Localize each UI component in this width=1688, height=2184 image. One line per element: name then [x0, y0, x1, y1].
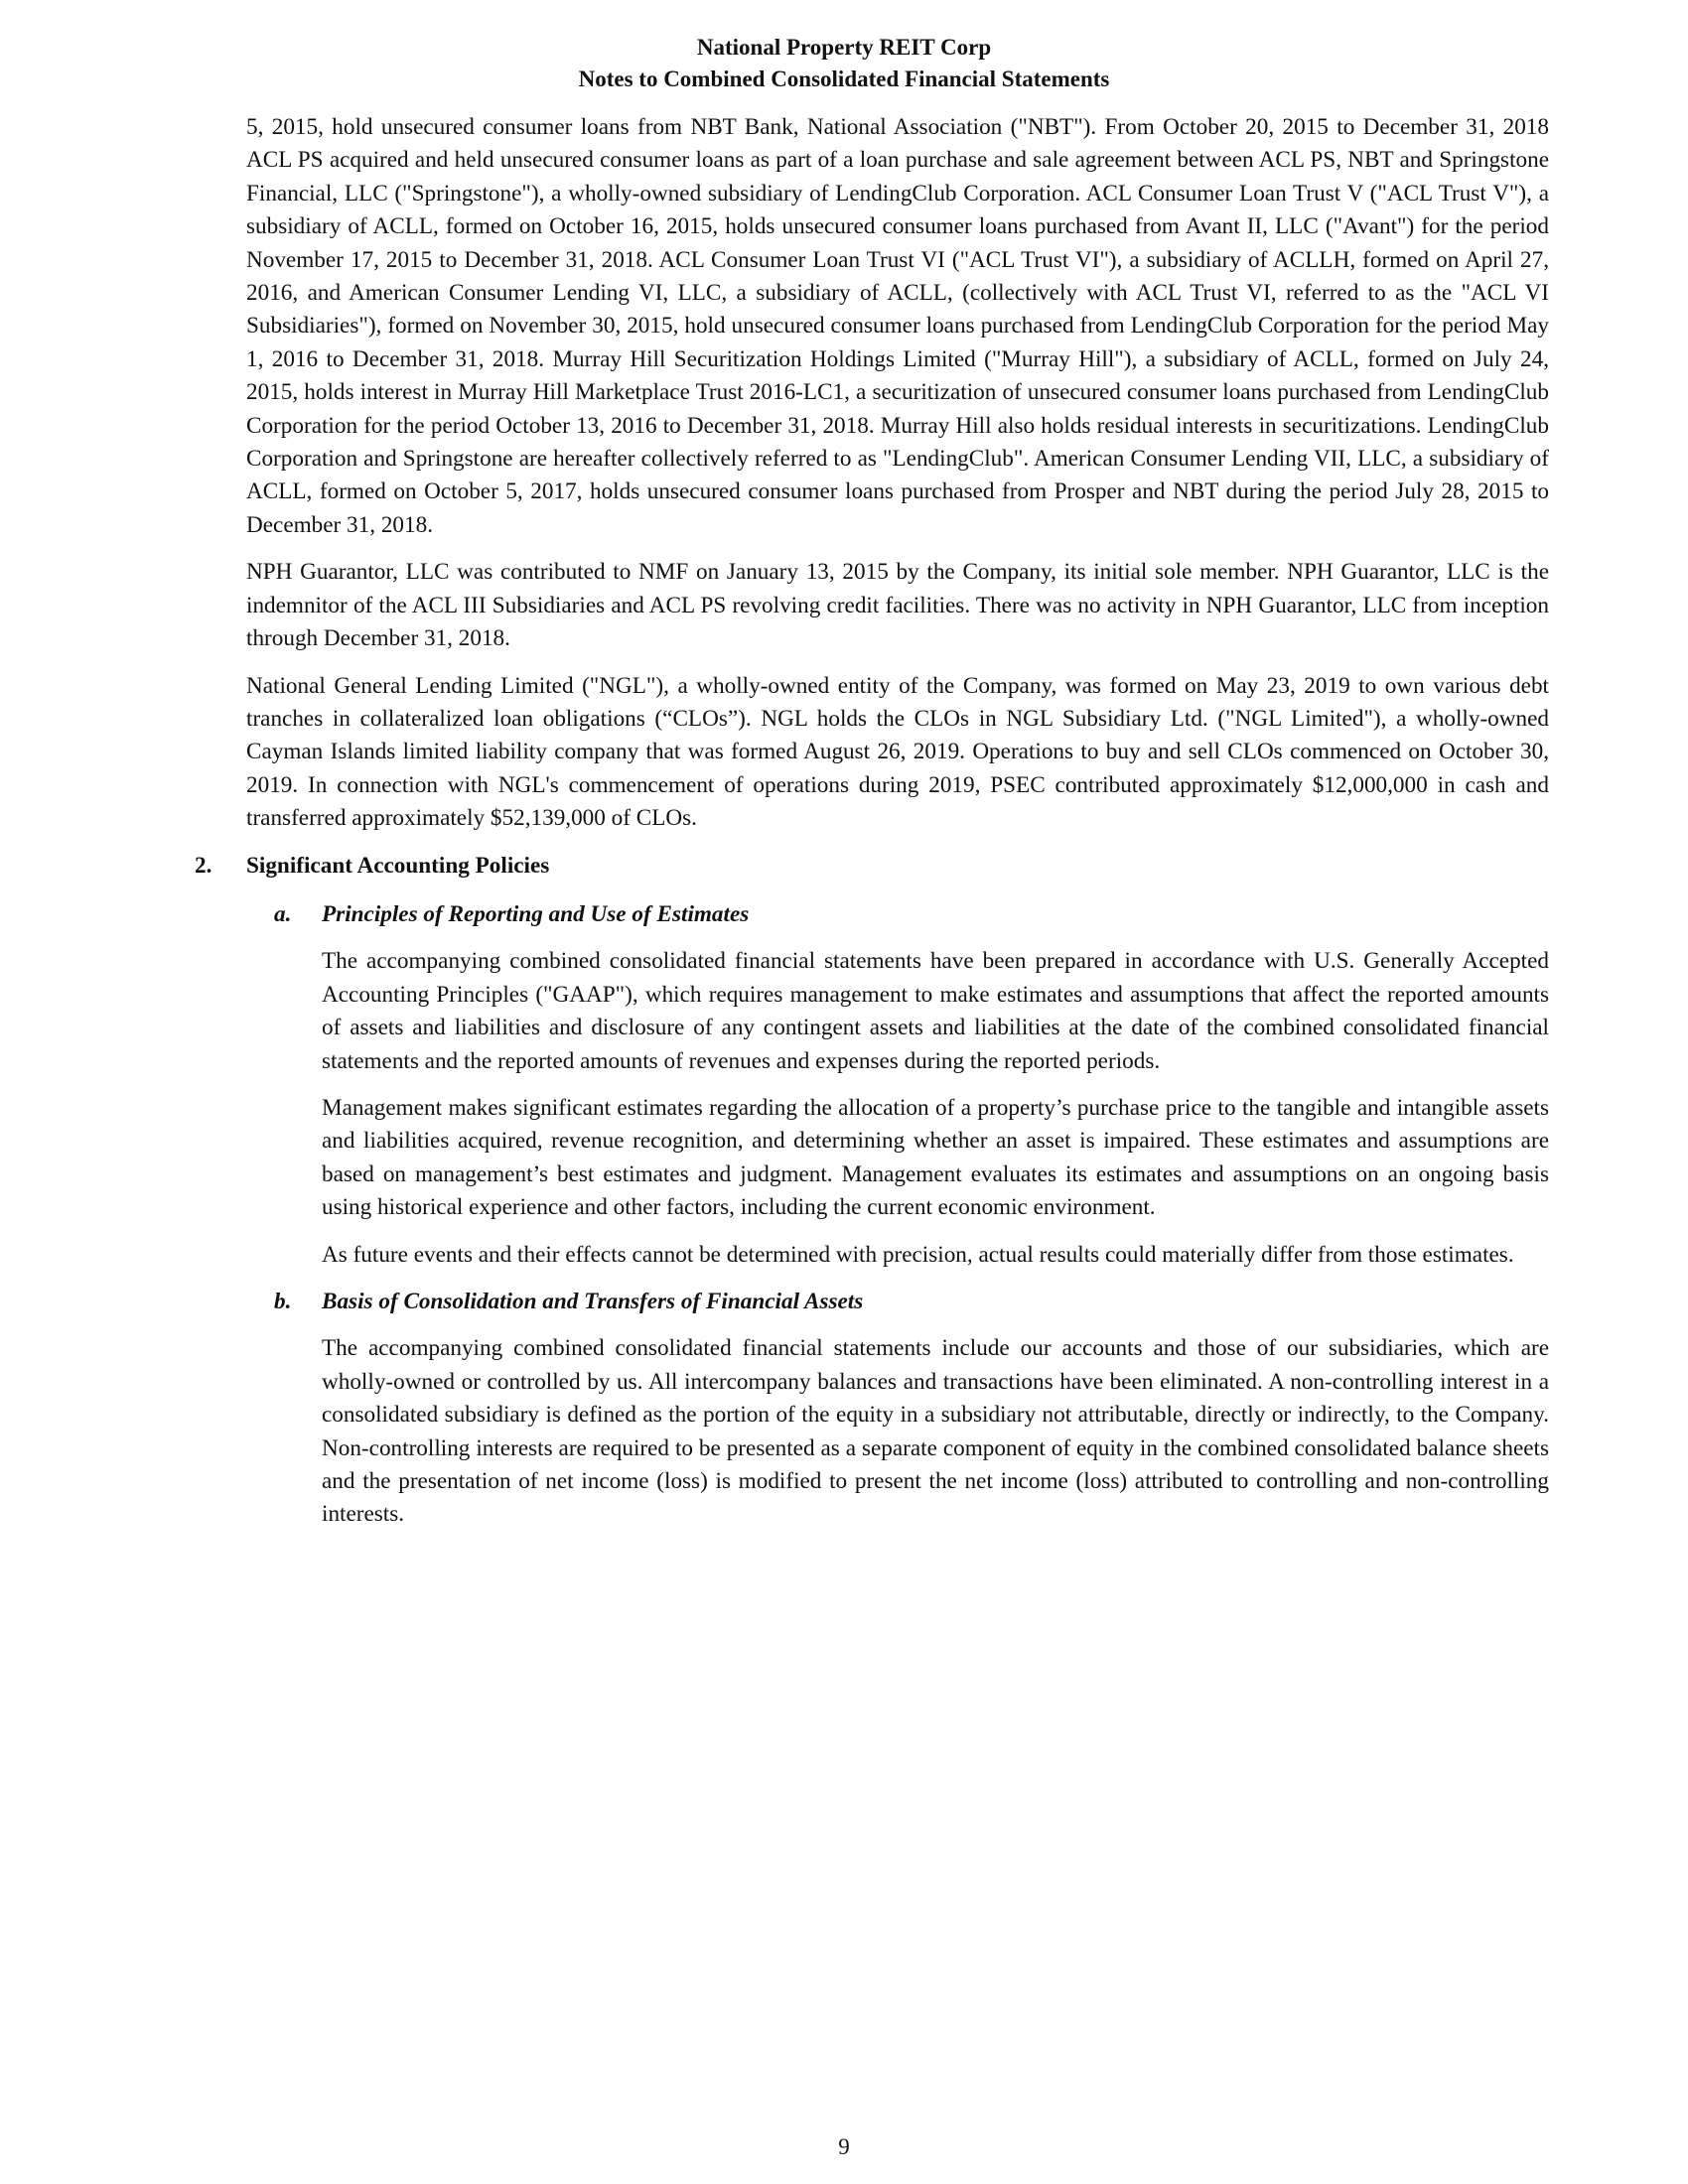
section-title: Significant Accounting Policies: [246, 852, 550, 879]
subsection-heading-consolidation: [274, 1286, 1549, 1318]
document-body: [195, 111, 1549, 1546]
subsection-letter: b.: [274, 1289, 292, 1314]
subsection-heading-principles: [274, 898, 1549, 931]
paragraph-nph-guarantor: NPH Guarantor, LLC was contributed to NMF on January 13, 2015 by the Company, its initial sole member. NPH Guarantor, LLC is the indemnitor of the ACL III Subsidiaries and ACL PS revolving credit facilities. There was no activity in NPH Guarantor, LLC from inception through December 31, 2018.: [246, 559, 1549, 652]
section-number: 2.: [195, 852, 212, 879]
document-title: Notes to Combined Consolidated Financial Statements: [578, 67, 1110, 91]
subsection-letter: a.: [274, 900, 292, 927]
paragraph-future-events: As future events and their effects cannot be determined with precision, actual results could materially differ from those estimates.: [322, 1241, 1514, 1268]
section-heading-accounting-policies: [195, 850, 1549, 883]
page-header: [0, 32, 1688, 95]
company-name: National Property REIT Corp: [696, 35, 992, 60]
paragraph-ngl: National General Lending Limited ("NGL"), a wholly-owned entity of the Company, was formed on May 23, 2019 to own various debt tranches in collateralized loan obligations (“CLOs”). NGL holds the CLOs in NGL Subsidiary Ltd. ("NGL Limited"), a wholly-owned Cayman Islands limited liability company that was formed August 26, 2019. Operations to buy and sell CLOs commenced on October 30, 2019. In connection with NGL's commencement of operations during 2019, PSEC contributed approximately $12,000,000 in cash and transferred approximately $52,139,000 of CLOs.: [246, 672, 1549, 832]
paragraph-management-estimates: Management makes significant estimates regarding the allocation of a property’s purchase price to the tangible and intangible assets and liabilities acquired, revenue recognition, and determining whether an asset is impaired. These estimates and assumptions are based on management’s best estimates and judgment. Management evaluates its estimates and assumptions on an ongoing basis using historical experience and other factors, including the current economic environment.: [322, 1094, 1549, 1221]
subsection-title: Basis of Consolidation and Transfers of Financial Assets: [322, 1289, 864, 1314]
subsection-consolidation: [274, 1286, 1549, 1532]
page-number: 9: [838, 2134, 850, 2159]
subsection-principles: [274, 898, 1549, 1272]
paragraph-consumer-loans: 5, 2015, hold unsecured consumer loans from NBT Bank, National Association ("NBT"). From October 20, 2015 to December 31, 2018 ACL PS acquired and held unsecured consumer loans as part of a loan purchase and sale agreement between ACL PS, NBT and Springstone Financial, LLC ("Springstone"), a wholly-owned subsidiary of LendingClub Corporation. ACL Consumer Loan Trust V ("ACL Trust V"), a subsidiary of ACLL, formed on October 16, 2015, holds unsecured consumer loans purchased from Avant II, LLC ("Avant") for the period November 17, 2015 to December 31, 2018. ACL Consumer Loan Trust VI ("ACL Trust VI"), a subsidiary of ACLLH, formed on April 27, 2016, and American Consumer Lending VI, LLC, a subsidiary of ACLL, (collectively with ACL Trust VI, referred to as the "ACL VI Subsidiaries"), formed on November 30, 2015, hold unsecured consumer loans purchased from LendingClub Corporation for the period May 1, 2016 to December 31, 2018. Murray Hill Securitization Holdings Limited ("Murray Hill"), a subsidiary of ACLL, formed on July 24, 2015, holds interest in Murray Hill Marketplace Trust 2016-LC1, a securitization of unsecured consumer loans purchased from LendingClub Corporation for the period October 13, 2016 to December 31, 2018. Murray Hill also holds residual interests in securitizations. LendingClub Corporation and Springstone are hereafter collectively referred to as "LendingClub". American Consumer Lending VII, LLC, a subsidiary of ACLL, formed on October 5, 2017, holds unsecured consumer loans purchased from Prosper and NBT during the period July 28, 2015 to December 31, 2018.: [246, 114, 1549, 538]
paragraph-consolidation: The accompanying combined consolidated financial statements include our accounts and those of our subsidiaries, which are wholly-owned or controlled by us. All intercompany balances and transactions have been eliminated. A non-controlling interest in a consolidated subsidiary is defined as the portion of the equity in a subsidiary not attributable, directly or indirectly, to the Company. Non-controlling interests are required to be presented as a separate component of equity in the combined consolidated balance sheets and the presentation of net income (loss) is modified to present the net income (loss) attributed to controlling and non-controlling interests.: [322, 1335, 1549, 1528]
subsection-title: Principles of Reporting and Use of Estimates: [322, 900, 750, 927]
paragraph-gaap: The accompanying combined consolidated financial statements have been prepared in accordance with U.S. Generally Accepted Accounting Principles ("GAAP"), which requires management to make estimates and assumptions that affect the reported amounts of assets and liabilities and disclosure of any contingent assets and liabilities at the date of the combined consolidated financial statements and the reported amounts of revenues and expenses during the reported periods.: [322, 948, 1549, 1074]
